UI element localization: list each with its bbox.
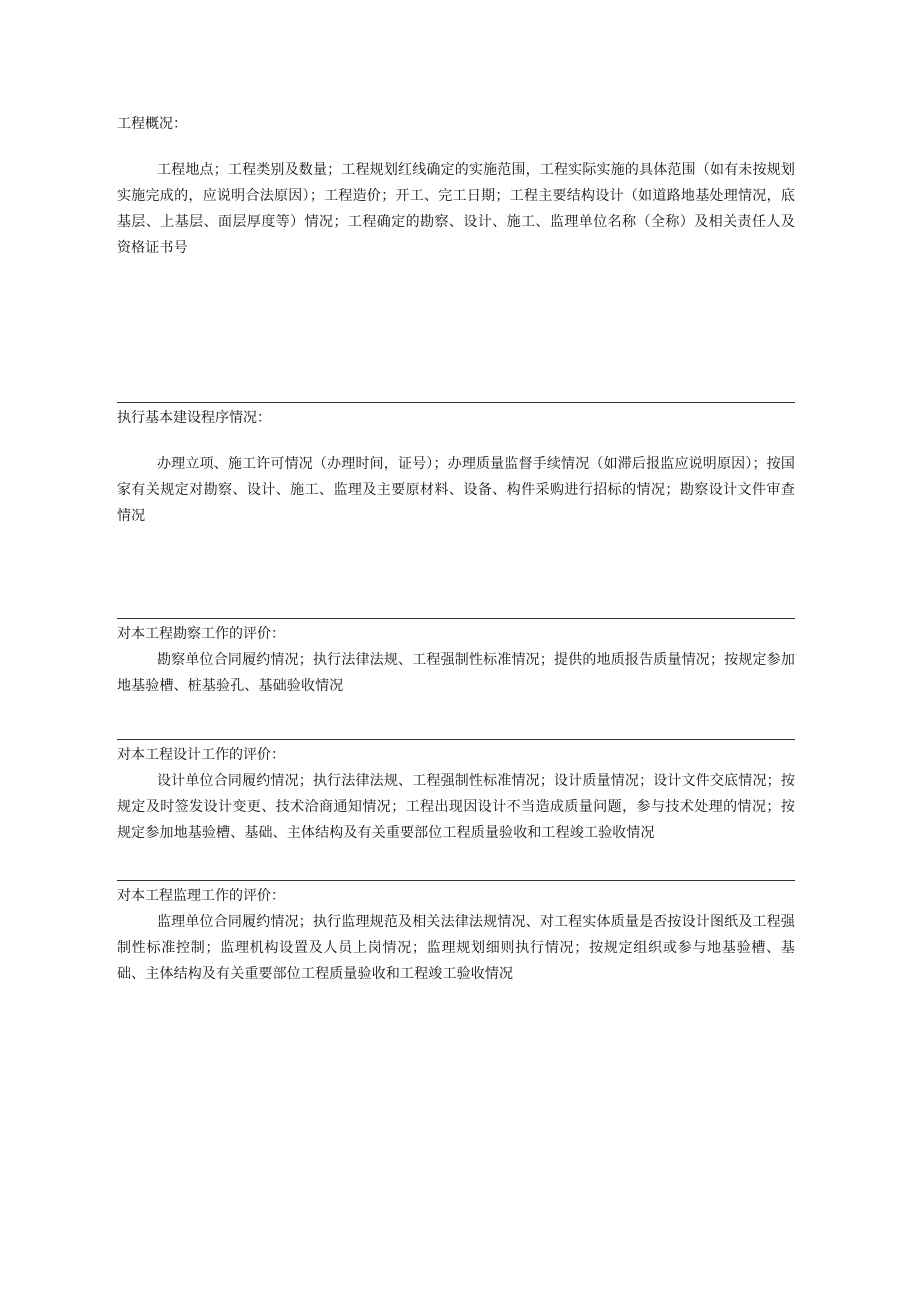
section-body: 办理立项、施工许可情况（办理时间，证号）；办理质量监督手续情况（如滞后报监应说明原因）；按国家有关规定对勘察、设计、施工、监理及主要原材料、设备、构件采购进行招标的情况；勘察设计文件审查情况 <box>117 456 795 524</box>
section-construction-procedure <box>117 407 795 529</box>
section-design-evaluation <box>117 744 795 846</box>
section-divider <box>117 402 795 403</box>
section-body: 监理单位合同履约情况；执行监理规范及相关法律法规情况、对工程实体质量是否按设计图纸及工程强制性标准控制；监理机构设置及人员上岗情况；监理规划细则执行情况；按规定组织或参与地基验槽、基础、主体结构及有关重要部位工程质量验收和工程竣工验收情况 <box>117 914 795 982</box>
section-divider <box>117 739 795 740</box>
section-divider <box>117 618 795 619</box>
section-supervision-evaluation <box>117 885 795 987</box>
section-title: 对本工程勘察工作的评价： <box>117 626 285 642</box>
section-body: 设计单位合同履约情况；执行法律法规、工程强制性标准情况；设计质量情况；设计文件交底情况；按规定及时签发设计变更、技术洽商通知情况；工程出现因设计不当造成质量问题，参与技术处理的情况；按规定参加地基验槽、基础、主体结构及有关重要部位工程质量验收和工程竣工验收情况 <box>117 773 795 841</box>
section-title: 对本工程监理工作的评价： <box>117 888 285 904</box>
section-title: 执行基本建设程序情况： <box>117 410 271 426</box>
section-survey-evaluation <box>117 623 795 699</box>
section-body: 勘察单位合同履约情况；执行法律法规、工程强制性标准情况；提供的地质报告质量情况；按规定参加地基验槽、桩基验孔、基础验收情况 <box>117 652 795 694</box>
section-title: 对本工程设计工作的评价： <box>117 747 285 763</box>
section-title: 工程概况： <box>117 116 187 132</box>
section-project-overview <box>117 113 795 261</box>
section-divider <box>117 880 795 881</box>
section-body: 工程地点；工程类别及数量；工程规划红线确定的实施范围，工程实际实施的具体范围（如有未按规划实施完成的，应说明合法原因）；工程造价；开工、完工日期；工程主要结构设计（如道路地基处理情况，底基层、上基层、面层厚度等）情况；工程确定的勘察、设计、施工、监理单位名称（全称）及相关责任人及资格证书号 <box>117 162 795 256</box>
